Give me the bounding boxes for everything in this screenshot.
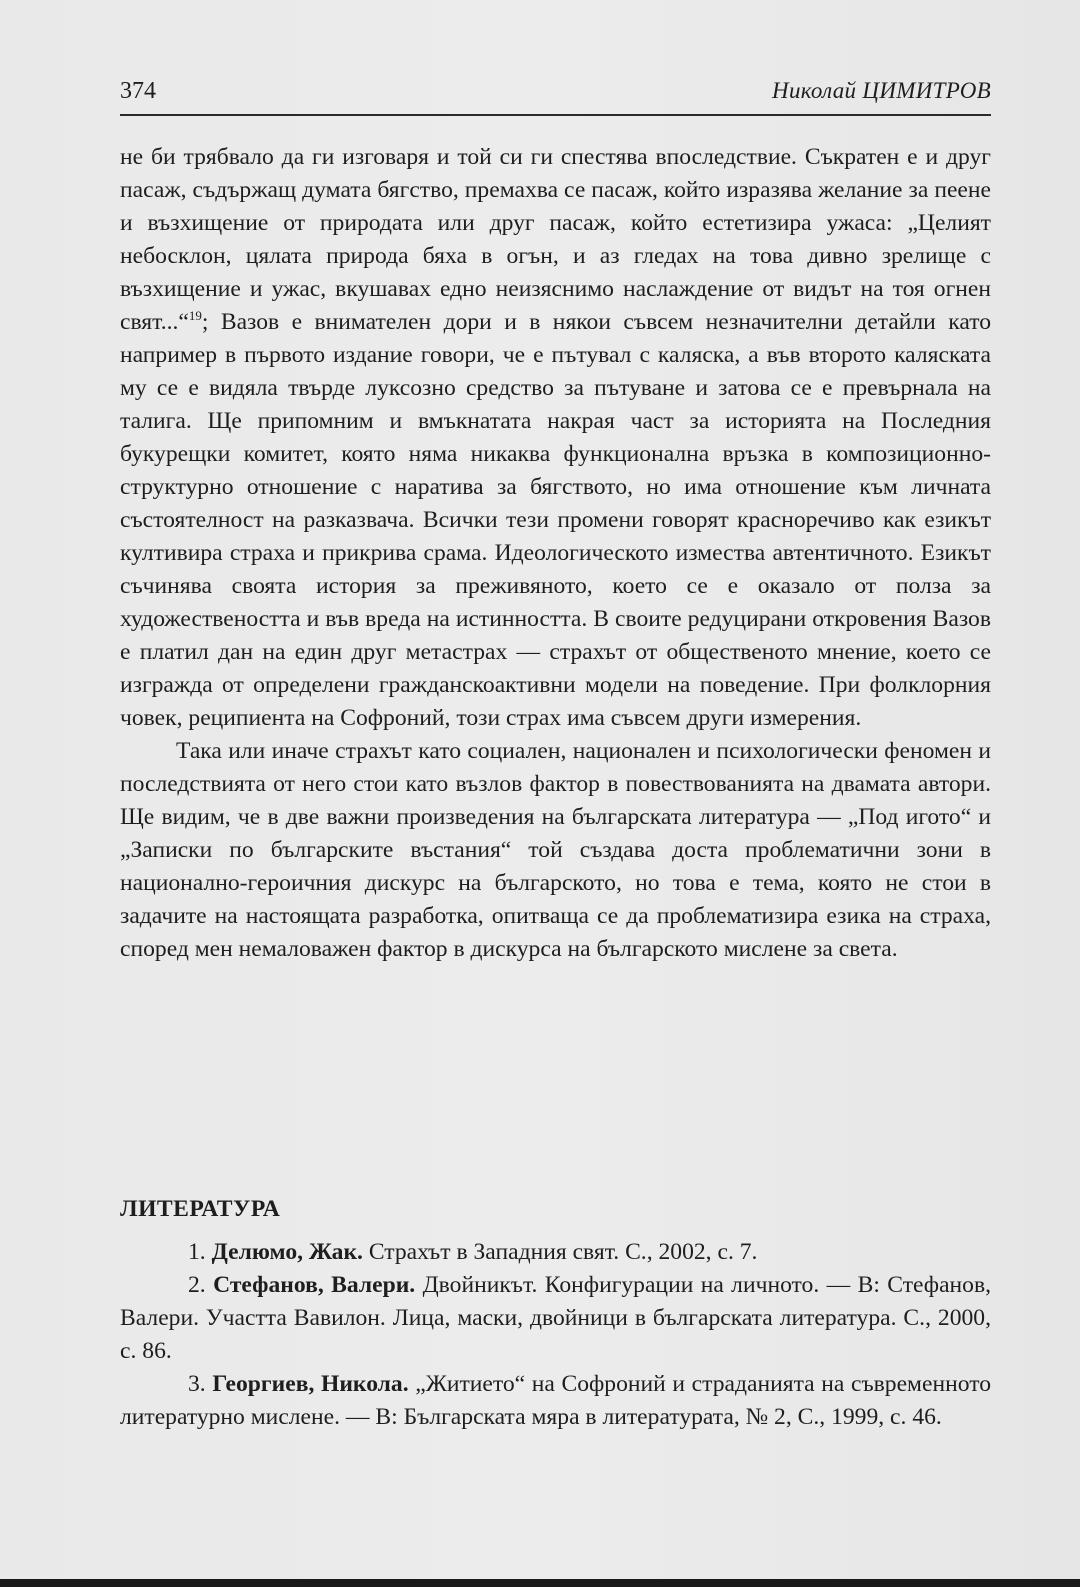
body-text xyxy=(120,141,991,966)
footnote-reference: 19 xyxy=(188,308,202,324)
references-list xyxy=(120,1236,991,1434)
paragraph-1-text: не би трябвало да ги изговаря и той си ги спестява впоследствие. Съкратен е и друг пасаж, съдържащ думата бягство, премахва се пасаж, който изразява желание за пеене и възхищение от природата или друг пасаж, който естетизира ужаса: „Целият небосклон, цялата природа бяха в огън, и аз гледах на това дивно зрелище с възхищение и ужас, вкушавах едно неизяснимо наслаждение от видът на тоя огнен свят...“ xyxy=(120,144,991,335)
reference-number: 2. xyxy=(188,1272,206,1298)
scan-edge-shadow xyxy=(0,1579,1080,1587)
reference-number: 1. xyxy=(188,1239,206,1265)
reference-text: Двойникът. Конфигурации на личното. — В: Стефанов, Валери. Участта Вавилон. Лица, маски, двойници в българската литература. С., 2000, с. 86. xyxy=(120,1272,991,1364)
reference-item xyxy=(120,1269,991,1368)
reference-author: Стефанов, Валери. xyxy=(213,1272,416,1298)
running-head-author: Николай ЦИМИТРОВ xyxy=(772,78,991,103)
reference-item xyxy=(120,1236,991,1269)
reference-text: „Житието“ на Софроний и страданията на съвременното литературно мислене. — В: Българската мяра в литературата, № 2, С., 1999, с. 46. xyxy=(120,1371,991,1430)
paragraph-1-continuation: ; Вазов е внимателен дори и в някои съвсем незначителни детайли като например в първото издание говори, че е пътувал с каляска, а във второто каляската му се е видяла твърде луксозно средство за пътуване и затова се е превърнала на талига. Ще припомним и вмъкнатата накрая част за историята на Последния букурещки комитет, която няма никаква функционална връзка в композиционно-структурно отношение с наратива за бягството, но има отношение към личната състоятелност на разказвача. Всички тези промени говорят красноречиво как езикът култивира страха и прикрива срама. Идеологическото измества автентичното. Езикът съчинява своята история за преживяното, което се е оказало от полза за художествеността и във вреда на истинността. В своите редуцирани откровения Вазов е платил дан на един друг метастрах — страхът от общественото мнение, което се изгражда от определени гражданскоактивни модели на поведение. При фолклорния човек, реципиента на Софроний, този страх има съвсем други измерения. xyxy=(120,309,991,731)
paragraph-2: Така или иначе страхът като социален, национален и психологически феномен и последствията от него стои като възлов фактор в повествованията на двамата автори. Ще видим, че в две важни произведения на българската литература — „Под игото“ и „Записки по българските въстания“ той създава доста проблематични зони в национално-героичния дискурс на българското, но това е тема, която не стои в задачите на настоящата разработка, опитваща се да проблематизира езика на страха, според мен немаловажен фактор в дискурса на българското мислене за света. xyxy=(120,738,991,962)
paragraph-1 xyxy=(120,141,991,735)
page-header xyxy=(120,76,991,116)
reference-author: Делюмо, Жак. xyxy=(211,1239,363,1265)
reference-text: Страхът в Западния свят. С., 2002, с. 7. xyxy=(362,1239,758,1265)
reference-item xyxy=(120,1368,991,1434)
reference-author: Георгиев, Никола. xyxy=(212,1371,409,1397)
reference-number: 3. xyxy=(188,1371,206,1397)
references-heading: ЛИТЕРАТУРА xyxy=(120,1196,281,1222)
page-number: 374 xyxy=(120,78,156,104)
